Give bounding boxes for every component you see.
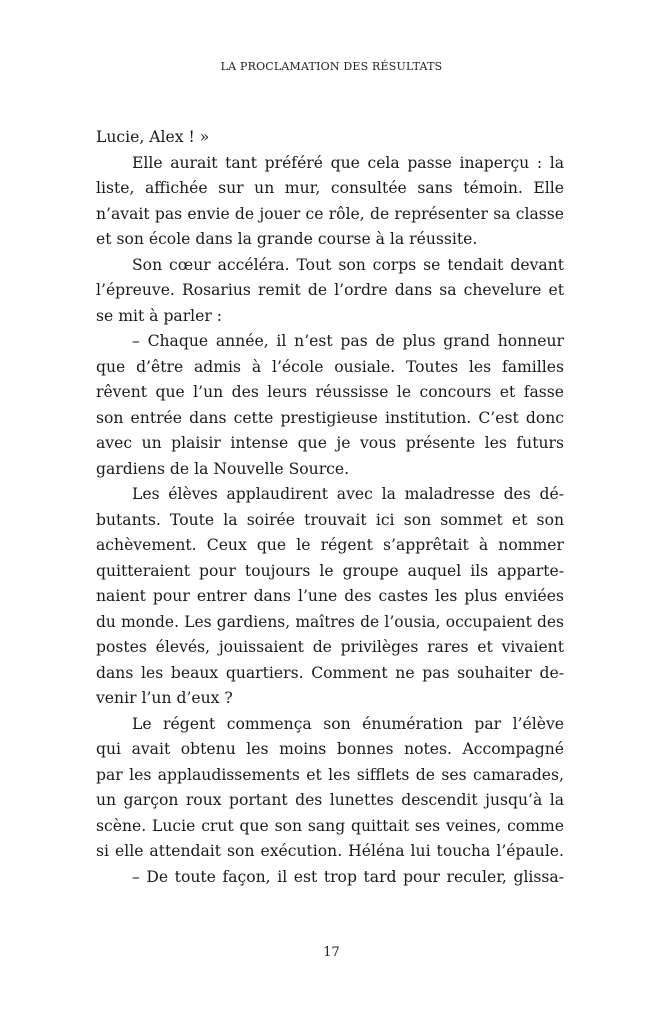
text-line: – De toute façon, il est trop tard pour reculer, glissa- [132,867,564,886]
text-line: Le régent commença son énumération par l’élève [132,714,564,733]
text-line: par les applaudissements et les sifflets de ses camarades, [96,765,564,784]
text-line: qui avait obtenu les moins bonnes notes. Accompagné [96,740,564,758]
text-line: si elle attendait son exécution. Héléna lui toucha l’épaule. [96,842,564,860]
body-text [96,125,564,890]
text-line: rêvent que l’un des leurs réussisse le concours et fasse [96,383,564,401]
text-line: butants. Toute la soirée trouvait ici son sommet et son [96,510,564,529]
text-line: du monde. Les gardiens, maîtres de l’ousia, occupaient des [96,612,564,631]
text-line: postes élevés, jouissaient de privilèges rares et vivaient [96,638,564,656]
running-head: LA PROCLAMATION DES RÉSULTATS [220,60,443,73]
text-line: Elle aurait tant préféré que cela passe inaperçu : la [132,153,564,172]
text-line: n’avait pas envie de jouer ce rôle, de représenter sa classe [96,204,564,223]
text-line: Son cœur accéléra. Tout son corps se tendait devant [132,255,564,274]
text-line: dans les beaux quartiers. Comment ne pas souhaiter de- [96,663,564,682]
page-number: 17 [323,945,340,960]
text-line: Lucie, Alex ! » [96,128,210,146]
text-line: un garçon roux portant des lunettes descendit jusqu’à la [96,791,564,809]
text-line: que d’être admis à l’école ousiale. Toutes les familles [96,357,564,376]
text-line: son entrée dans cette prestigieuse institution. C’est donc [96,408,564,427]
text-line: scène. Lucie crut que son sang quittait ses veines, comme [96,816,564,835]
text-line: quitteraient pour toujours le groupe auquel ils apparte- [96,561,564,580]
text-line: avec un plaisir intense que je vous présente les futurs [96,434,564,452]
text-line: – Chaque année, il n’est pas de plus grand honneur [132,332,564,350]
text-line: naient pour entrer dans l’une des castes les plus enviées [96,587,564,605]
text-line: gardiens de la Nouvelle Source. [96,459,350,478]
text-line: achèvement. Ceux que le régent s’apprêtait à nommer [96,536,564,554]
text-line: et son école dans la grande course à la réussite. [96,230,478,248]
text-line: liste, affichée sur un mur, consultée sans témoin. Elle [96,179,564,197]
text-line: Les élèves applaudirent avec la maladresse des dé- [132,485,564,503]
text-line: venir l’un d’eux ? [96,689,233,707]
text-line: se mit à parler : [96,306,223,325]
text-line: l’épreuve. Rosarius remit de l’ordre dans sa chevelure et [96,281,564,299]
